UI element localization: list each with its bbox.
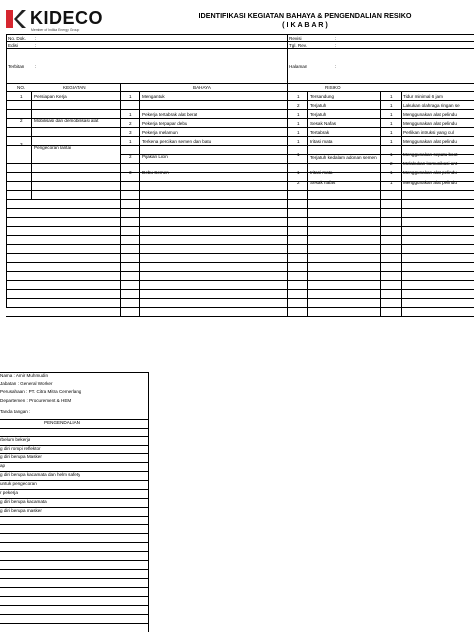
pengendalian-header: PENGENDALIAN [44,420,80,425]
table-rule [0,587,148,588]
row-pengendalian: Lakukan olahraga ringan se [403,103,460,108]
row-bahaya-no: 2 [129,154,132,159]
table-rule [6,199,7,307]
table-rule [0,428,148,429]
terbitan-label: Terbitan [8,64,25,69]
table-rule [0,614,148,615]
halaman-colon: : [335,64,337,69]
row-pengendalian-no: 1 [390,180,393,185]
table-rule [6,127,474,128]
row-risiko-no: 1 [297,112,300,117]
table-rule [0,542,148,543]
row-risiko-no: 2 [297,103,300,108]
table-rule [401,91,402,316]
pengendalian-item: g diri berupa Masker [0,454,42,459]
table-rule [307,91,308,316]
table-rule [6,244,474,245]
signature-label: Tanda tangan : [0,409,31,414]
table-rule [6,271,474,272]
edisi-colon: : [35,43,37,48]
revisi-label: Revisi [289,36,302,41]
table-rule [6,307,474,308]
no-dok-colon: : [35,36,37,41]
table-rule [0,533,148,534]
row-pengendalian-no: 1 [390,130,393,135]
table-rule [380,91,381,316]
tgl-rev-label: Tgl. Rev. [289,43,308,48]
terbitan-colon: : [35,64,37,69]
table-rule [0,462,148,463]
row-risiko: Tertabrak [310,130,330,135]
pengendalian-item: ap [0,463,6,468]
row-pengendalian: Melakukan komunikasi ant [403,161,458,166]
row-risiko-no: 1 [297,152,300,157]
row-pengendalian-no: 1 [390,152,393,157]
pengendalian-item: g diri rompi reflektor [0,446,41,451]
row-risiko: Tersandung [310,94,335,99]
signer-department: Departemen : Procurement & HEM [0,398,72,403]
table-rule [0,516,148,517]
row-bahaya: Debu Semen [142,170,169,175]
row-pengendalian-no: 1 [390,121,393,126]
table-rule [6,262,474,263]
signer-title: Jabatan : General Worker [0,381,53,386]
table-rule [0,551,148,552]
table-rule [6,199,474,200]
row-bahaya: Mengantuk [142,94,165,99]
row-risiko-no: 1 [297,94,300,99]
row-pengendalian-no: 1 [390,112,393,117]
row-bahaya-no: 2 [129,121,132,126]
row-pengendalian-no: 1 [390,139,393,144]
table-rule [6,83,7,199]
table-rule [0,489,148,490]
pengendalian-item: g diri berupa kacamata dan helm safety [0,472,81,477]
row-pengendalian: Menggunakan alat pelindu [403,139,457,144]
table-rule [6,217,474,218]
table-rule [6,100,474,101]
no-dok-label: No. Dok. [8,36,26,41]
row-pengendalian: Menggunakan alat pelindu [403,170,457,175]
table-rule [0,578,148,579]
row-risiko-no: 1 [297,139,300,144]
table-rule [139,91,140,316]
row-pengendalian-no: 1 [390,103,393,108]
table-rule [6,91,474,92]
row-bahaya-no: 3 [129,130,132,135]
header-kegiatan: KEGIATAN [63,85,86,90]
row-risiko-no: 2 [297,180,300,185]
row-pengendalian-no: 1 [390,94,393,99]
table-rule [120,83,121,316]
row-bahaya: Pijakan Licin [142,154,168,159]
document-subtitle: ( I K A B A R ) [282,20,328,29]
table-rule [0,524,148,525]
table-rule [0,623,148,624]
table-rule [0,605,148,606]
table-rule [6,226,474,227]
pengendalian-item: untuk pengecoran [0,481,37,486]
header-no: NO. [17,85,26,90]
signer-name: Nama : Amir Muhmudin [0,373,48,378]
row-kegiatan: Persiapan Kerja [34,94,67,99]
table-rule [0,560,148,561]
row-pengendalian: Menggunakan sepatu boot [403,152,458,157]
row-risiko: Iritasi mata [310,139,333,144]
kideco-logo-icon [4,8,26,30]
row-pengendalian: Tidur minimal 6 jam [403,94,443,99]
table-rule [0,596,148,597]
table-rule [120,316,474,317]
signer-company: Perusahaan : PT. Citra Mitra Cemerlang [0,389,82,394]
row-risiko-no: 1 [297,130,300,135]
table-rule [31,91,32,199]
document-title: IDENTIFIKASI KEGIATAN BAHAYA & PENGENDALIAN RESIKO [198,11,412,20]
row-risiko: Terjatuh [310,112,327,117]
row-pengendalian-no: 1 [390,170,393,175]
row-risiko: Terjatuh [310,103,327,108]
row-risiko-no: 1 [297,170,300,175]
row-risiko: Terjatuh kedalam adonan semen [310,155,377,160]
row-risiko: Iritasi mata [310,170,333,175]
table-rule [6,298,474,299]
logo-tagline: Member of Indika Energy Group [31,28,80,32]
table-rule [6,235,474,236]
table-rule [6,190,474,191]
pengendalian-item: g diri berupa masker [0,508,42,513]
table-rule [6,109,474,110]
row-pengendalian: Menggunakan alat pelindu [403,180,457,185]
row-kegiatan: Mobilisasi dan demobilisasi alat [34,118,99,123]
pengendalian-item: g diri berupa kacamata [0,499,47,504]
tgl-rev-colon: : [335,43,337,48]
row-bahaya-no: 1 [129,112,132,117]
table-rule [6,253,474,254]
table-rule [6,280,474,281]
table-rule [6,289,474,290]
row-bahaya: Terkena percikan semen dan batu [142,139,212,144]
table-rule [287,83,288,316]
table-rule [6,145,474,146]
table-rule [6,136,474,137]
row-pengendalian: Menggunakan alat pelindu [403,112,457,117]
header-risiko: RISIKO [325,85,341,90]
edisi-label: Edisi [8,43,18,48]
row-no: 2 [20,118,23,123]
row-bahaya: Pekerja tertabrak alat berat [142,112,198,117]
row-kegiatan: Pengecoran lantai [34,145,72,150]
table-rule [6,208,474,209]
row-bahaya: Pekerja terpapar debu [142,121,188,126]
row-risiko: Sesak Nafas [310,121,337,126]
row-bahaya: Pekerja melamun [142,130,178,135]
row-no: 3 [20,142,23,147]
header-bahaya: BAHAYA [193,85,211,90]
logo-text: KIDECO [30,8,104,28]
row-bahaya-no: 1 [129,94,132,99]
row-no: 1 [20,94,23,99]
row-risiko: Sesak nafas [310,180,336,185]
halaman-label: Halaman [289,64,308,69]
row-pengendalian: Menggunakan alat pelindu [403,121,457,126]
row-pengendalian-no: 2 [390,161,393,166]
table-rule [6,83,474,84]
pengendalian-item: rbelum bekerja [0,437,31,442]
pengendalian-item: r pekerja [0,490,18,495]
table-rule [0,569,148,570]
row-risiko-no: 1 [297,121,300,126]
row-bahaya-no: 1 [129,139,132,144]
row-bahaya-no: 3 [129,170,132,175]
revisi-colon: : [335,36,337,41]
row-pengendalian: Perlikan intruksi yang cul [403,130,454,135]
